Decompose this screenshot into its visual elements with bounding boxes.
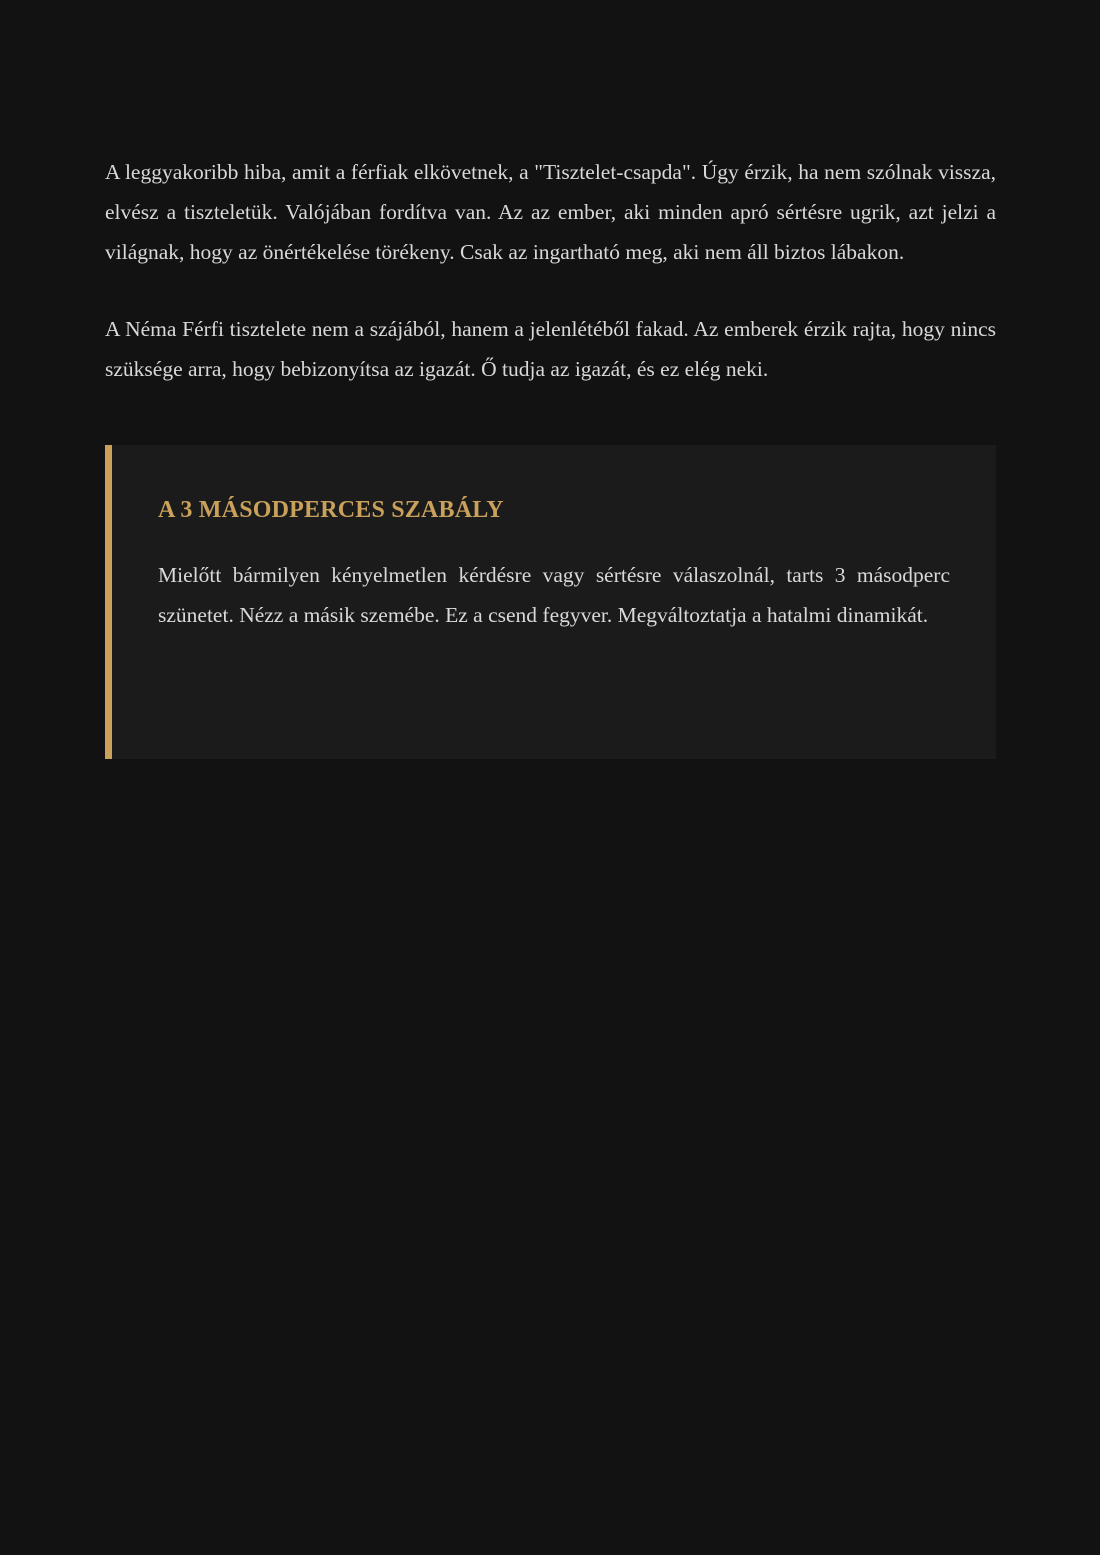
body-paragraph-1: A leggyakoribb hiba, amit a férfiak elkövetnek, a "Tisztelet-csapda". Úgy érzik, ha nem szólnak vissza, elvész a tiszteletük. Valójában fordítva van. Az az ember, aki minden apró sértésre ugrik, azt jelzi a világnak, hogy az önértékelése törékeny. Csak az ingartható meg, aki nem áll biztos lábakon.: [105, 160, 996, 264]
callout-title: A 3 MÁSODPERCES SZABÁLY: [158, 497, 504, 523]
body-paragraph-2: A Néma Férfi tisztelete nem a szájából, hanem a jelenlétéből fakad. Az emberek érzik rajta, hogy nincs szüksége arra, hogy bebizonyítsa az igazát. Ő tudja az igazát, és ez elég neki.: [105, 317, 996, 381]
callout-text: Mielőtt bármilyen kényelmetlen kérdésre vagy sértésre válaszolnál, tarts 3 másodperc szünetet. Nézz a másik szemébe. Ez a csend fegyver. Megváltoztatja a hatalmi dinamikát.: [158, 563, 950, 627]
callout-box: [105, 445, 996, 759]
